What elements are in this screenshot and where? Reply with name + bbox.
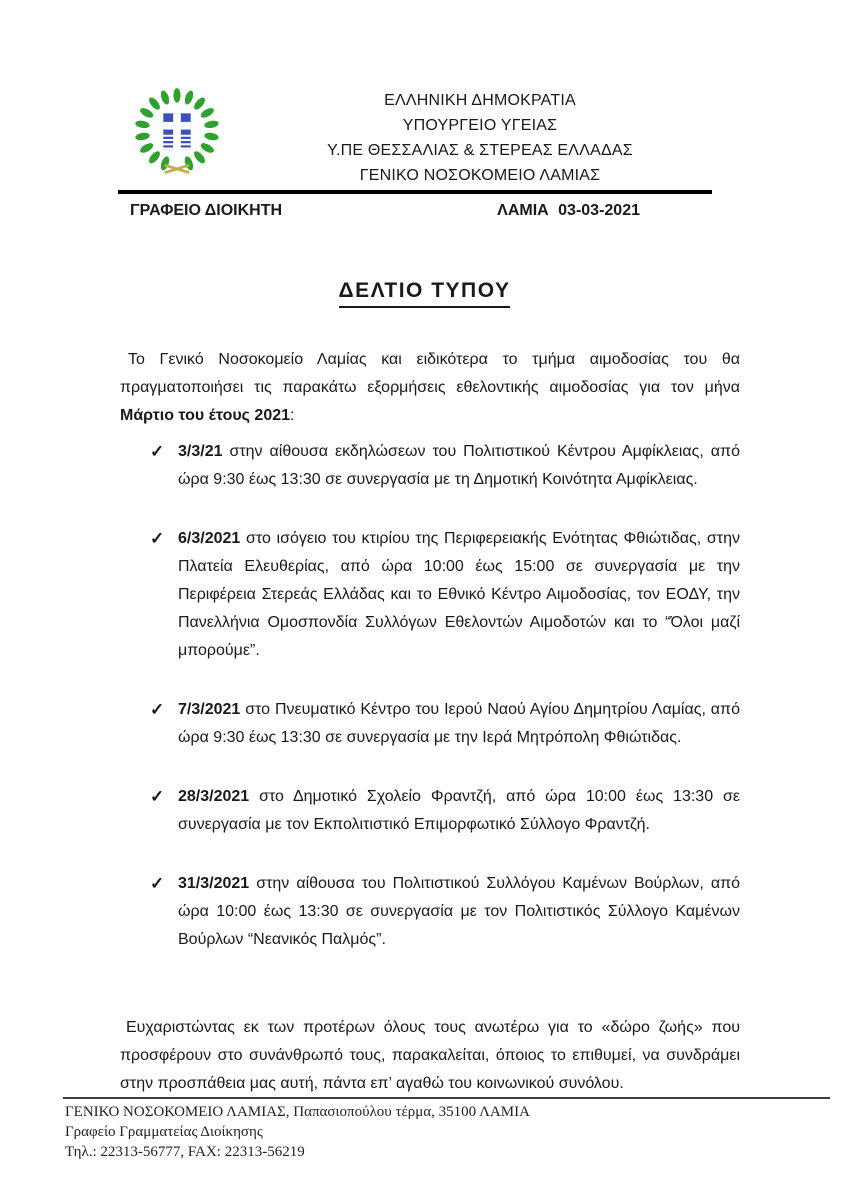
letterhead: [0, 0, 849, 188]
office-label: ΓΡΑΦΕΙΟ ΔΙΟΙΚΗΤΗ: [130, 202, 283, 219]
event-date: 31/3/2021: [178, 875, 250, 892]
event-text: στην αίθουσα του Πολιτιστικού Συλλόγου Καμένων Βούρλων, από ώρα 10:00 έως 13:30 σε συνεργασία με τον Πολιτιστικός Σύλλογο Καμένων Βούρλων “Νεανικός Παλμός”.: [178, 875, 740, 948]
event-item-3: [120, 696, 740, 752]
event-date: 7/3/2021: [178, 701, 241, 718]
event-item-5: [120, 870, 740, 954]
event-text: στο Πνευματικό Κέντρο του Ιερού Ναού Αγίου Δημητρίου Λαμίας, από ώρα 9:30 έως 13:30 σε συνεργασία με την Ιερά Μητρόπολη Φθιώτιδας.: [178, 701, 740, 746]
footer-phone-fax-line: Τηλ.: 22313-56777, FAX: 22313-56219: [65, 1144, 305, 1160]
event-date: 3/3/21: [178, 443, 223, 460]
letterhead-line-republic: ΕΛΛΗΝΙΚΗ ΔΗΜΟΚΡΑΤΙΑ: [384, 92, 576, 109]
footer-address-line: ΓΕΝΙΚΟ ΝΟΣΟΚΟΜΕΙΟ ΛΑΜΙΑΣ, Παπασιοπούλου τέρμα, 35100 ΛΑΜΙΑ: [65, 1104, 530, 1120]
letterhead-line-hospital: ΓΕΝΙΚΟ ΝΟΣΟΚΟΜΕΙΟ ΛΑΜΙΑΣ: [359, 167, 601, 184]
intro-bold-month: Μάρτιο του έτους 2021: [120, 407, 291, 424]
checkmark-icon: ✓: [150, 700, 165, 719]
checkmark-icon: ✓: [150, 529, 165, 548]
events-list: [120, 438, 740, 954]
event-text: στο ισόγειο του κτιρίου της Περιφερειακής Ενότητας Φθιώτιδας, στην Πλατεία Ελευθερίας, από ώρα 10:00 έως 15:00 σε συνεργασία με την Περιφέρεια Στερεάς Ελλάδας και το Εθνικό Κέντρο Αιμοδοσίας, τον ΕΟΔΥ, την Πανελλήνια Ομοσπονδία Συλλόγων Εθελοντών Αιμοδοτών και το “Όλοι μαζί μπορούμε”.: [178, 530, 740, 659]
letterhead-text-block: [221, 86, 739, 188]
page-title: ΔΕΛΤΙΟ ΤΥΠΟΥ: [339, 279, 511, 308]
intro-paragraph: [120, 346, 740, 430]
letterhead-line-ministry: ΥΠΟΥΡΓΕΙΟ ΥΓΕΙΑΣ: [402, 117, 558, 134]
title-row: [0, 279, 849, 308]
intro-text: Το Γενικό Νοσοκομείο Λαμίας και ειδικότερα το τμήμα αιμοδοσίας του θα πραγματοποιήσει τις παρακάτω εξορμήσεις εθελοντικής αιμοδοσίας για τον μήνα: [120, 351, 740, 396]
footer-office-line: Γραφείο Γραμματείας Διοίκησης: [65, 1124, 263, 1140]
checkmark-icon: ✓: [150, 442, 165, 461]
event-item-2: [120, 525, 740, 665]
event-date: 6/3/2021: [178, 530, 241, 547]
intro-suffix: :: [290, 407, 295, 424]
checkmark-icon: ✓: [150, 787, 165, 806]
place-date-label: ΛΑΜΙΑ 03-03-2021: [497, 202, 640, 219]
event-date: 28/3/2021: [178, 788, 250, 805]
checkmark-icon: ✓: [150, 874, 165, 893]
event-text: στην αίθουσα εκδηλώσεων του Πολιτιστικού Κέντρου Αμφίκλειας, από ώρα 9:30 έως 13:30 σε συνεργασία με τη Δημοτική Κοινότητα Αμφίκλειας.: [178, 443, 740, 488]
letterhead-line-health-region: Υ.ΠΕ ΘΕΣΣΑΛΙΑΣ & ΣΤΕΡΕΑΣ ΕΛΛΑΔΑΣ: [327, 142, 633, 159]
header-divider-rule: [118, 190, 712, 194]
greek-national-emblem-icon: [133, 86, 221, 185]
closing-paragraph: Ευχαριστώντας εκ των προτέρων όλους τους ανωτέρω για το «δώρο ζωής» που προσφέρουν στο συνάνθρωπό τους, παρακαλείται, όποιος το επιθυμεί, να συνδράμει στην προσπάθεια μας αυτή, πάντα επ’ αγαθώ του κοινωνικού συνόλου.: [120, 1019, 740, 1092]
office-date-row: [130, 199, 712, 223]
event-item-1: [120, 438, 740, 494]
event-item-4: [120, 783, 740, 839]
page-footer: [63, 1097, 830, 1162]
event-text: στο Δημοτικό Σχολείο Φραντζή, από ώρα 10:00 έως 13:30 σε συνεργασία με τον Εκπολιτιστικό Επιμορφωτικό Σύλλογο Φραντζή.: [178, 788, 740, 833]
